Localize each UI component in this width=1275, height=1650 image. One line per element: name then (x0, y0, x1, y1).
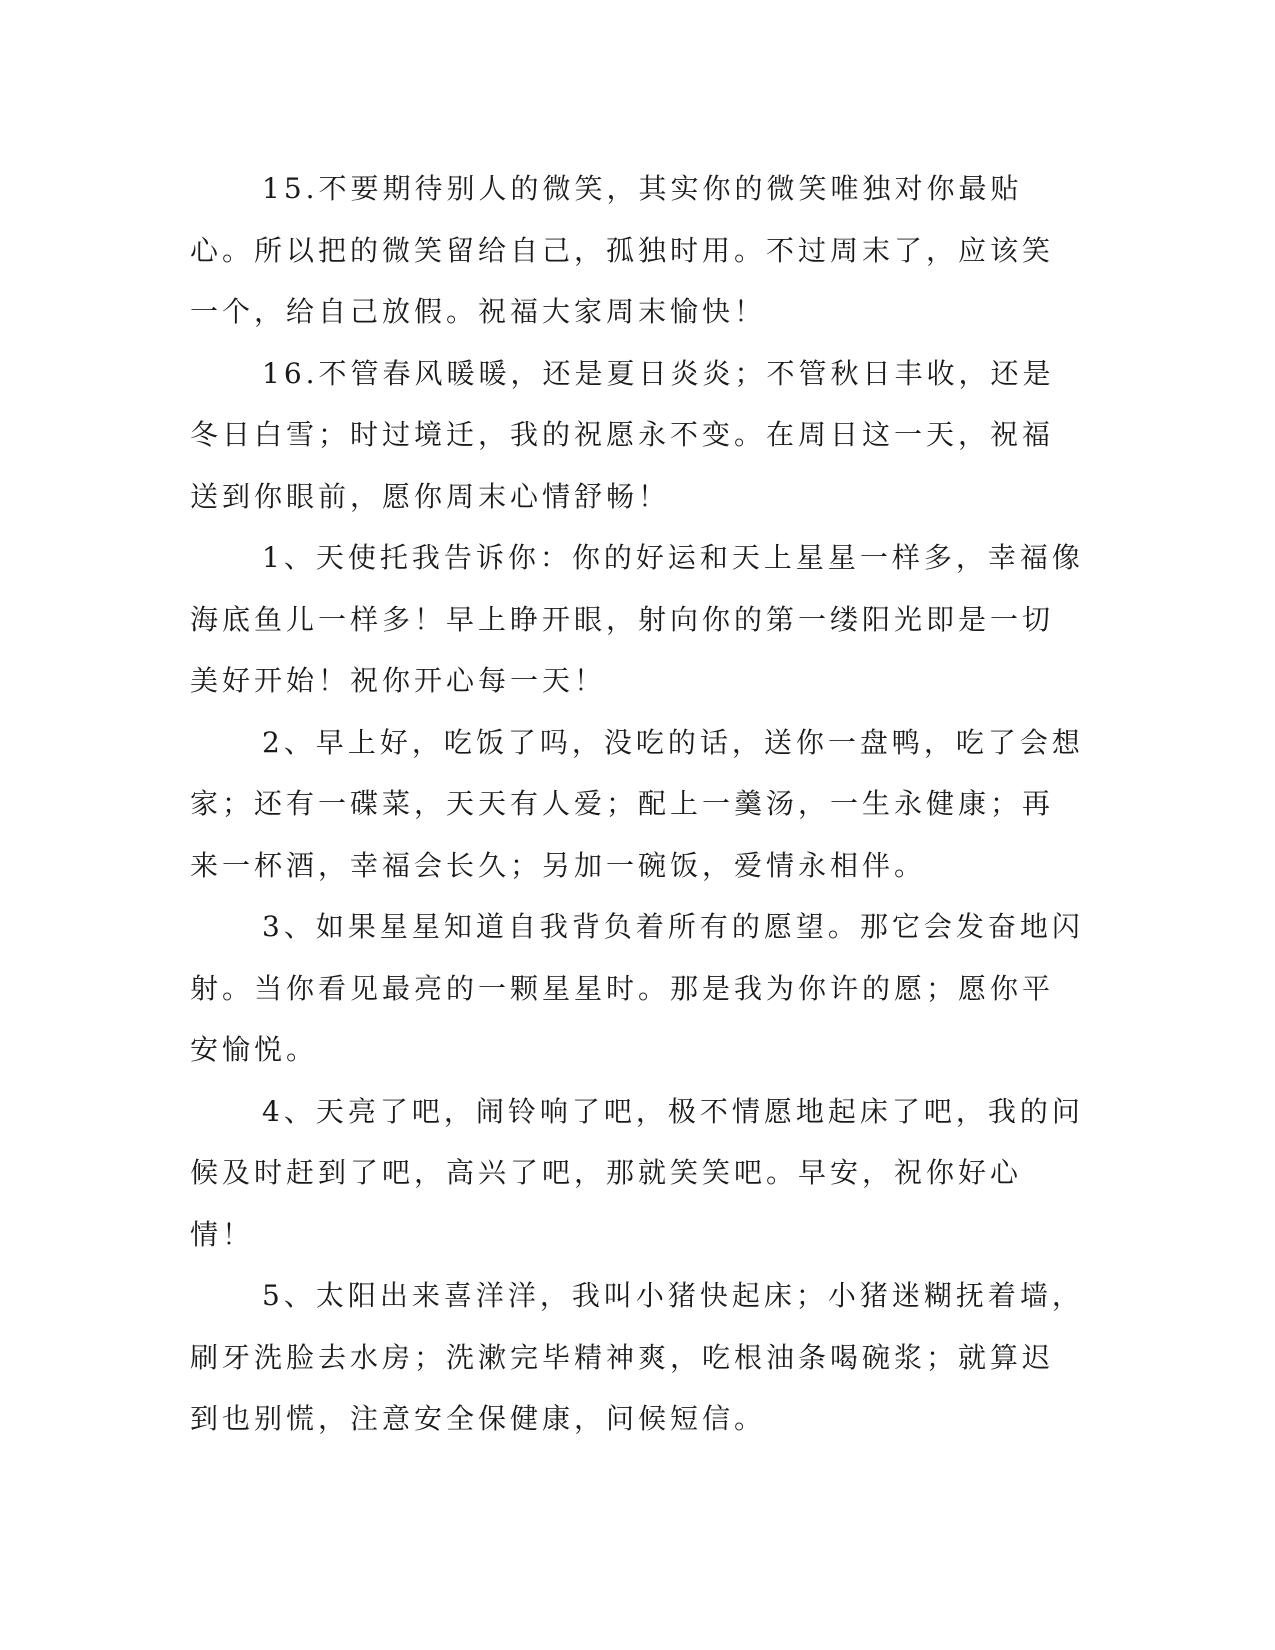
paragraph-15: 15.不要期待别人的微笑，其实你的微笑唯独对你最贴心。所以把的微笑留给自己，孤独时用。不过周末了，应该笑一个，给自己放假。祝福大家周末愉快！ (190, 172, 1055, 328)
paragraph-16: 16.不管春风暖暖，还是夏日炎炎；不管秋日丰收，还是冬日白雪；时过境迁，我的祝愿永不变。在周日这一天，祝福送到你眼前，愿你周末心情舒畅！ (190, 356, 1055, 513)
paragraph-3: 3、如果星星知道自我背负着所有的愿望。那它会发奋地闪射。当你看见最亮的一颗星星时。那是我为你许的愿；愿你平安愉悦。 (190, 910, 1084, 1066)
paragraph-4: 4、天亮了吧，闹铃响了吧，极不情愿地起床了吧，我的问候及时赶到了吧，高兴了吧，那就笑笑吧。早安，祝你好心情！ (190, 1094, 1084, 1251)
paragraph-1: 1、天使托我告诉你：你的好运和天上星星一样多，幸福像海底鱼儿一样多！早上睁开眼，射向你的第一缕阳光即是一切美好开始！祝你开心每一天！ (190, 541, 1084, 697)
paragraph-5: 5、太阳出来喜洋洋，我叫小猪快起床；小猪迷糊抚着墙，刷牙洗脸去水房；洗漱完毕精神爽，吃根油条喝碗浆；就算迟到也别慌，注意安全保健康，问候短信。 (190, 1279, 1084, 1435)
paragraph-2: 2、早上好，吃饭了吗，没吃的话，送你一盘鸭，吃了会想家；还有一碟菜，天天有人爱；配上一羹汤，一生永健康；再来一杯酒，幸福会长久；另加一碗饭，爱情永相伴。 (190, 725, 1084, 882)
document-body (190, 158, 1084, 1450)
